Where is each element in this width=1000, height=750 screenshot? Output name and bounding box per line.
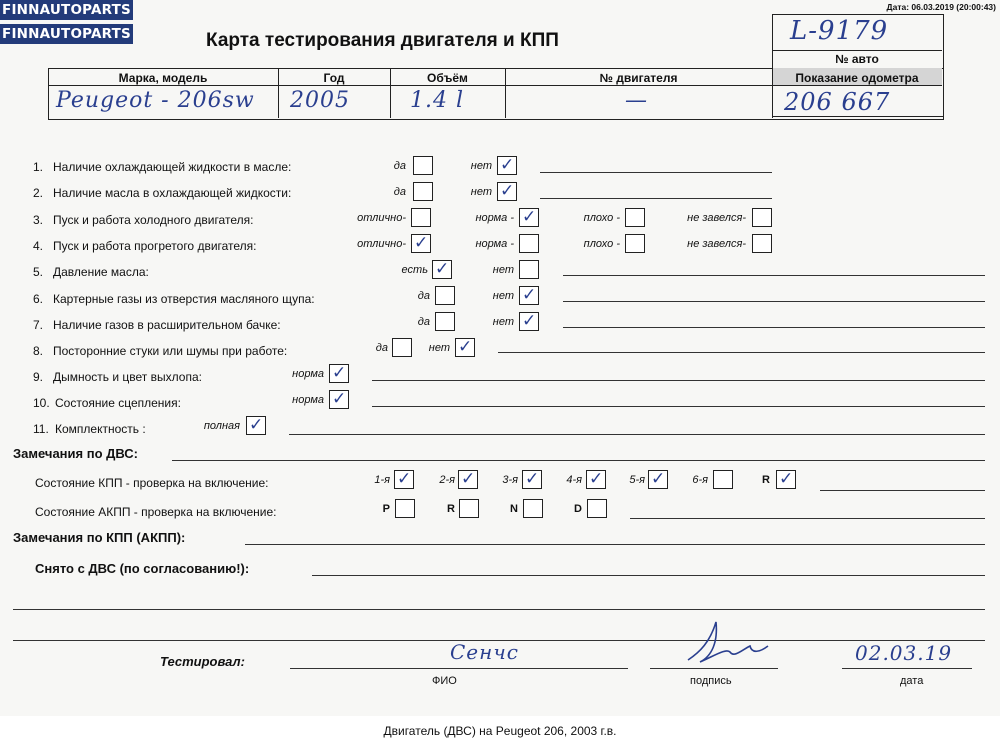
col-year-label: Год xyxy=(323,71,345,85)
gear-label: 3-я xyxy=(502,474,518,486)
option-label: не завелся- xyxy=(687,238,746,250)
gear-label: 4-я xyxy=(566,474,582,486)
tested-by-label: Тестировал: xyxy=(160,654,245,669)
note-line xyxy=(630,518,985,519)
watermark-logo: FINNAUTOPARTS xyxy=(0,0,133,20)
gear-checkbox-checked[interactable] xyxy=(648,470,668,489)
remarks-line xyxy=(245,544,985,545)
item-number: 7. xyxy=(33,318,44,332)
col-model-label: Марка, модель xyxy=(118,71,208,85)
date-line xyxy=(842,668,972,669)
name-line xyxy=(290,668,628,669)
item-number: 6. xyxy=(33,292,44,306)
option-label: нет xyxy=(428,342,450,354)
remarks-line xyxy=(172,460,985,461)
auto-no-value: L-9179 xyxy=(790,16,889,46)
option-label: плохо - xyxy=(583,212,620,224)
option-label: нет xyxy=(470,186,492,198)
option-label: норма - xyxy=(475,238,514,250)
date-caption: дата xyxy=(900,675,924,687)
position-checkbox[interactable] xyxy=(459,499,479,518)
item-label: Картерные газы из отверстия масляного щупа: xyxy=(53,292,315,306)
item-label: Наличие охлаждающей жидкости в масле: xyxy=(53,160,292,174)
automatic-check-label: Состояние АКПП - проверка на включение: xyxy=(35,505,277,519)
note-line xyxy=(372,406,985,407)
signature-caption: подпись xyxy=(690,675,732,687)
position-label: N xyxy=(510,503,518,515)
checkbox[interactable] xyxy=(752,208,772,227)
option-label: да xyxy=(417,290,430,302)
checkbox[interactable] xyxy=(519,234,539,253)
checkbox[interactable] xyxy=(752,234,772,253)
item-label: Пуск и работа прогретого двигателя: xyxy=(53,239,257,253)
note-line xyxy=(563,301,985,302)
position-label: D xyxy=(574,503,582,515)
position-label: P xyxy=(382,503,390,515)
gear-label: 2-я xyxy=(439,474,455,486)
gear-checkbox-checked[interactable] xyxy=(776,470,796,489)
option-label: да xyxy=(393,160,406,172)
engine-remarks-label: Замечания по ДВС: xyxy=(13,446,138,461)
tester-name-value: Сенчс xyxy=(450,640,519,664)
col-engine-no-label: № двигателя xyxy=(599,71,678,85)
signature-scribble xyxy=(670,612,780,668)
checkbox-checked[interactable] xyxy=(497,182,517,201)
item-label: Дымность и цвет выхлопа: xyxy=(53,370,202,384)
stamp-date: Дата: 06.03.2019 (20:00:43) xyxy=(886,2,996,12)
photo-caption: Двигатель (ДВС) на Peugeot 206, 2003 г.в. xyxy=(383,724,617,738)
volume-value: 1.4 l xyxy=(410,88,465,113)
option-label: норма xyxy=(292,394,324,406)
gear-checkbox-checked[interactable] xyxy=(458,470,478,489)
note-line xyxy=(372,380,985,381)
gear-label: R xyxy=(762,474,770,486)
item-label: Посторонние стуки или шумы при работе: xyxy=(53,344,288,358)
gear-checkbox-checked[interactable] xyxy=(394,470,414,489)
item-number: 3. xyxy=(33,213,44,227)
item-number: 5. xyxy=(33,265,44,279)
note-line xyxy=(820,490,985,491)
removed-items-label: Снято с ДВС (по согласованию!): xyxy=(35,561,250,576)
item-number: 8. xyxy=(33,344,44,358)
form-title: Карта тестирования двигателя и КПП xyxy=(206,30,559,51)
checkbox[interactable] xyxy=(411,208,431,227)
item-label: Пуск и работа холодного двигателя: xyxy=(53,213,254,227)
option-label: нет xyxy=(492,290,514,302)
item-label: Давление масла: xyxy=(53,265,149,279)
col-volume-label: Объём xyxy=(427,71,468,85)
option-label: да xyxy=(417,316,430,328)
option-label: нет xyxy=(492,264,514,276)
option-label: полная xyxy=(203,420,240,432)
item-number: 4. xyxy=(33,239,44,253)
year-value: 2005 xyxy=(290,88,350,113)
gear-label: 1-я xyxy=(374,474,390,486)
gearbox-remarks-label: Замечания по КПП (АКПП): xyxy=(13,530,186,545)
gear-checkbox-checked[interactable] xyxy=(522,470,542,489)
option-label: не завелся- xyxy=(687,212,746,224)
item-label: Комплектность : xyxy=(55,422,146,436)
option-label: норма - xyxy=(475,212,514,224)
gear-checkbox[interactable] xyxy=(713,470,733,489)
watermark-logo-repeat: FINNAUTOPARTS xyxy=(0,24,133,44)
gearbox-check-label: Состояние КПП - проверка на включение: xyxy=(35,476,269,490)
option-label: отлично- xyxy=(357,212,406,224)
option-label: да xyxy=(393,186,406,198)
note-line xyxy=(563,327,985,328)
position-checkbox[interactable] xyxy=(523,499,543,518)
position-checkbox[interactable] xyxy=(395,499,415,518)
model-value: Peugeot - 206sw xyxy=(56,88,255,113)
item-number: 11. xyxy=(33,422,49,436)
item-label: Наличие масла в охлаждающей жидкости: xyxy=(53,186,292,200)
checkbox-checked[interactable] xyxy=(246,416,266,435)
checkbox-checked[interactable] xyxy=(519,208,539,227)
item-label: Состояние сцепления: xyxy=(55,396,181,410)
note-line xyxy=(563,275,985,276)
note-line xyxy=(540,198,772,199)
note-line xyxy=(540,172,772,173)
position-label: R xyxy=(447,503,455,515)
option-label: плохо - xyxy=(583,238,620,250)
remarks-line xyxy=(312,575,985,576)
checkbox[interactable] xyxy=(625,234,645,253)
item-number: 1. xyxy=(33,160,44,174)
position-checkbox[interactable] xyxy=(587,499,607,518)
option-label: да xyxy=(375,342,388,354)
checkbox[interactable] xyxy=(519,260,539,279)
option-label: нет xyxy=(470,160,492,172)
odometer-value: 206 667 xyxy=(784,88,891,116)
col-odometer-label: Показание одометра xyxy=(795,71,919,85)
item-number: 2. xyxy=(33,186,44,200)
auto-no-label: № авто xyxy=(835,52,879,66)
note-line xyxy=(289,434,985,435)
checkbox-checked[interactable] xyxy=(455,338,475,357)
checkbox-checked[interactable] xyxy=(329,390,349,409)
checkbox-checked[interactable] xyxy=(519,286,539,305)
engine-no-value: — xyxy=(625,88,648,113)
gear-label: 5-я xyxy=(629,474,645,486)
item-number: 10. xyxy=(33,396,50,410)
option-label: норма xyxy=(292,368,324,380)
item-label: Наличие газов в расширительном бачке: xyxy=(53,318,281,332)
option-label: нет xyxy=(492,316,514,328)
item-number: 9. xyxy=(33,370,44,384)
gear-checkbox-checked[interactable] xyxy=(586,470,606,489)
name-caption: ФИО xyxy=(432,675,457,687)
option-label: есть xyxy=(401,264,428,276)
checkbox-checked[interactable] xyxy=(411,234,431,253)
checkbox[interactable] xyxy=(625,208,645,227)
note-line xyxy=(498,352,985,353)
remarks-line xyxy=(13,609,985,610)
checkbox-checked[interactable] xyxy=(519,312,539,331)
signature-line xyxy=(650,668,778,669)
option-label: отлично- xyxy=(357,238,406,250)
gear-label: 6-я xyxy=(692,474,708,486)
checkbox-checked[interactable] xyxy=(329,364,349,383)
checkbox-checked[interactable] xyxy=(497,156,517,175)
test-date-value: 02.03.19 xyxy=(855,641,953,665)
